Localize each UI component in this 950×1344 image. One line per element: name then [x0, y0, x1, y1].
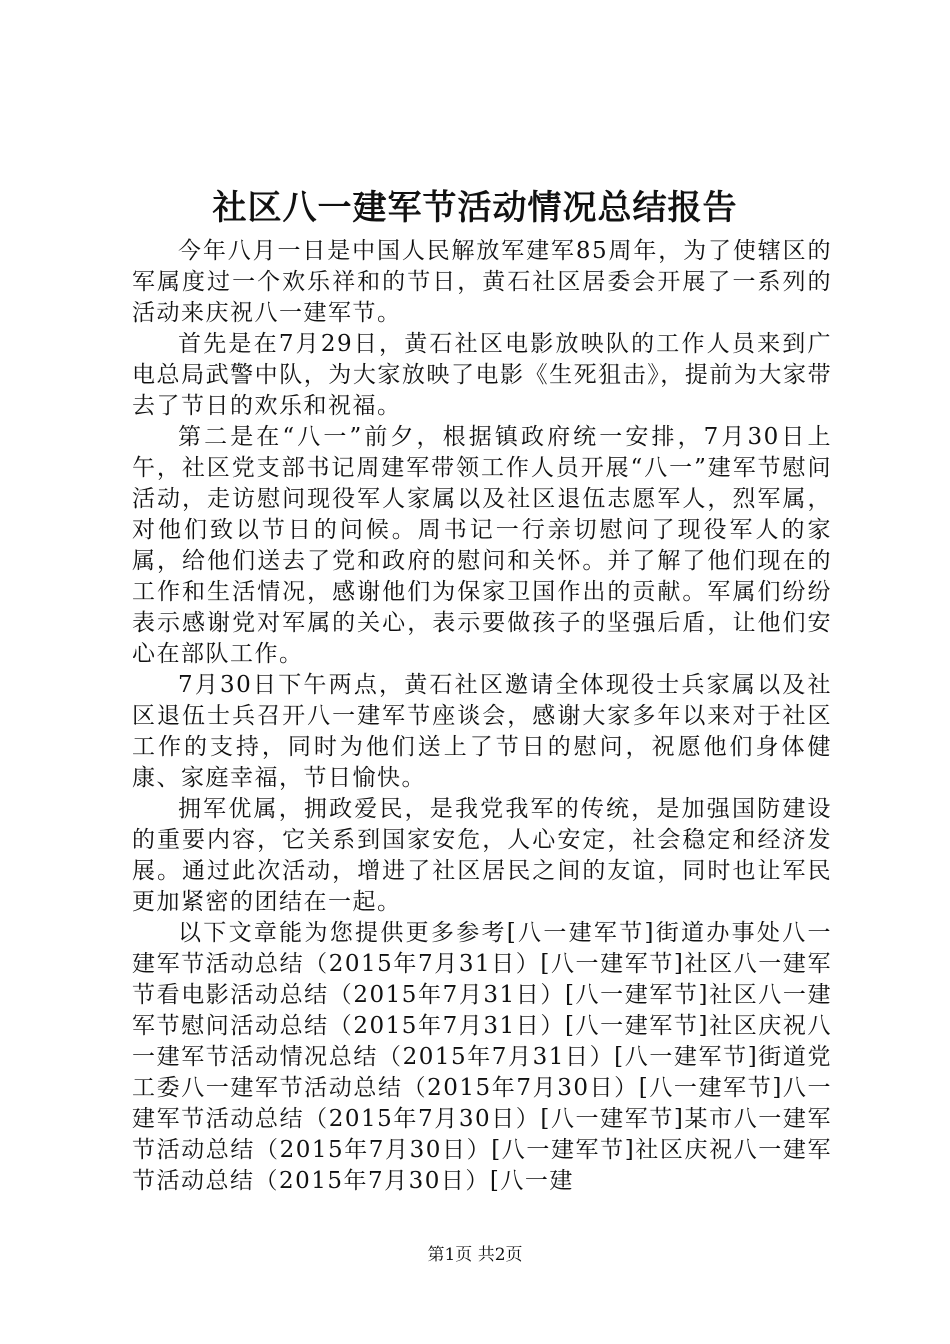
paragraph-visit: 第二是在“八一”前夕，根据镇政府统一安排，7月30日上午，社区党支部书记周建军带领工作人员开展“八一”建军节慰问活动，走访慰问现役军人家属以及社区退伍志愿军人，烈军属，对他们致以节日的问候。周书记一行亲切慰问了现役军人的家属，给他们送去了党和政府的慰问和关怀。并了解了他们现在的工作和生活情况，感谢他们为保家卫国作出的贡献。军属们纷纷表示感谢党对军属的关心，表示要做孩子的坚强后盾，让他们安心在部队工作。	[132, 424, 832, 667]
paragraph-conclusion: 拥军优属，拥政爱民，是我党我军的传统，是加强国防建设的重要内容，它关系到国家安危，人心安定，社会稳定和经济发展。通过此次活动，增进了社区居民之间的友谊，同时也让军民更加紧密的团结在一起。	[132, 796, 832, 915]
page-title: 社区八一建军节活动情况总结报告	[212, 188, 738, 228]
paragraph-intro: 今年八月一日是中国人民解放军建军85周年，为了使辖区的军属度过一个欢乐祥和的节日，黄石社区居委会开展了一系列的活动来庆祝八一建军节。	[132, 238, 832, 326]
paragraph-forum: 7月30日下午两点，黄石社区邀请全体现役士兵家属以及社区退伍士兵召开八一建军节座谈会，感谢大家多年以来对于社区工作的支持，同时为他们送上了节日的慰问，祝愿他们身体健康、家庭幸福，节日愉快。	[132, 672, 832, 791]
page-footer: 第1页 共2页	[427, 1245, 523, 1265]
paragraph-movie: 首先是在7月29日，黄石社区电影放映队的工作人员来到广电总局武警中队，为大家放映了电影《生死狙击》，提前为大家带去了节日的欢乐和祝福。	[132, 331, 832, 419]
paragraph-references: 以下文章能为您提供更多参考[八一建军节]街道办事处八一建军节活动总结（2015年7月31日）[八一建军节]社区八一建军节看电影活动总结（2015年7月31日）[八一建军节]社区八一建军节慰问活动总结（2015年7月31日）[八一建军节]社区庆祝八一建军节活动情况总结（2015年7月31日）[八一建军节]街道党工委八一建军节活动总结（2015年7月30日）[八一建军节]八一建军节活动总结（2015年7月30日）[八一建军节]某市八一建军节活动总结（2015年7月30日）[八一建军节]社区庆祝八一建军节活动总结（2015年7月30日）[八一建	[132, 920, 832, 1194]
document-body	[132, 236, 832, 1197]
